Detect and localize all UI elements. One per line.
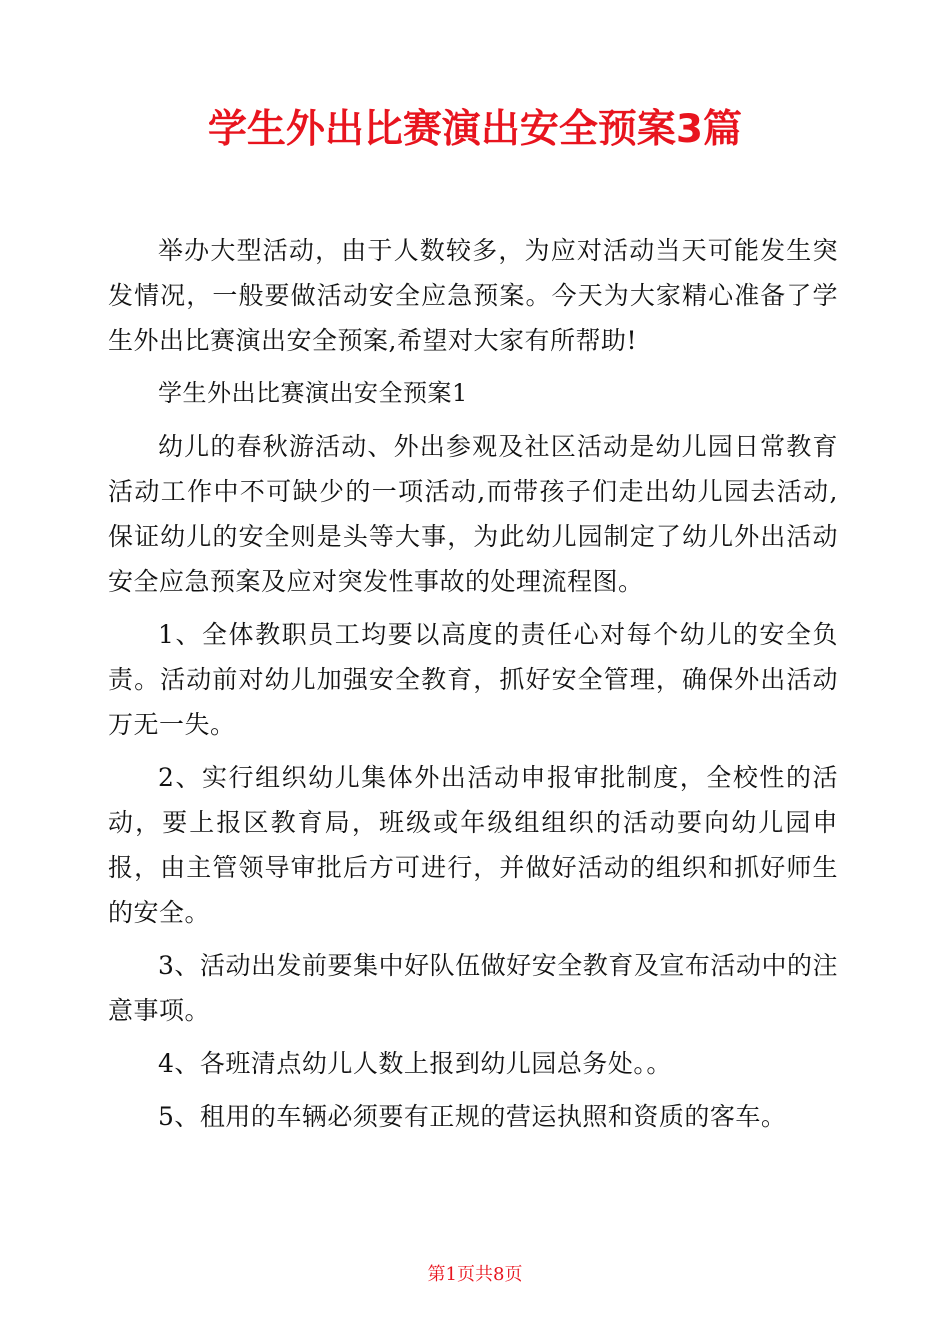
list-item-3: 3、活动出发前要集中好队伍做好安全教育及宣布活动中的注意事项。 (108, 951, 838, 1025)
body-paragraph: 幼儿的春秋游活动、外出参观及社区活动是幼儿园日常教育活动工作中不可缺少的一项活动,而带孩子们走出幼儿园去活动,保证幼儿的安全则是头等大事，为此幼儿园制定了幼儿外出活动安全应急预案及应对突发性事故的处理流程图。 (108, 432, 838, 596)
list-item-4: 4、各班清点幼儿人数上报到幼儿园总务处。。 (158, 1049, 672, 1078)
section-heading-1: 学生外出比赛演出安全预案1 (158, 379, 468, 407)
list-item-5: 5、租用的车辆必须要有正规的营运执照和资质的客车。 (158, 1102, 787, 1131)
list-item-1: 1、全体教职员工均要以高度的责任心对每个幼儿的安全负责。活动前对幼儿加强安全教育，抓好安全管理，确保外出活动万无一失。 (108, 620, 838, 739)
list-item-2: 2、实行组织幼儿集体外出活动申报审批制度，全校性的活动，要上报区教育局，班级或年级组组织的活动要向幼儿园申报，由主管领导审批后方可进行，并做好活动的组织和抓好师生的安全。 (108, 763, 838, 927)
intro-paragraph: 举办大型活动，由于人数较多，为应对活动当天可能发生突发情况，一般要做活动安全应急预案。今天为大家精心准备了学生外出比赛演出安全预案,希望对大家有所帮助! (108, 236, 838, 355)
document-title: 学生外出比赛演出安全预案3篇 (207, 107, 743, 152)
page-footer: 第1页共8页 (427, 1264, 523, 1285)
document-body (108, 228, 838, 1147)
